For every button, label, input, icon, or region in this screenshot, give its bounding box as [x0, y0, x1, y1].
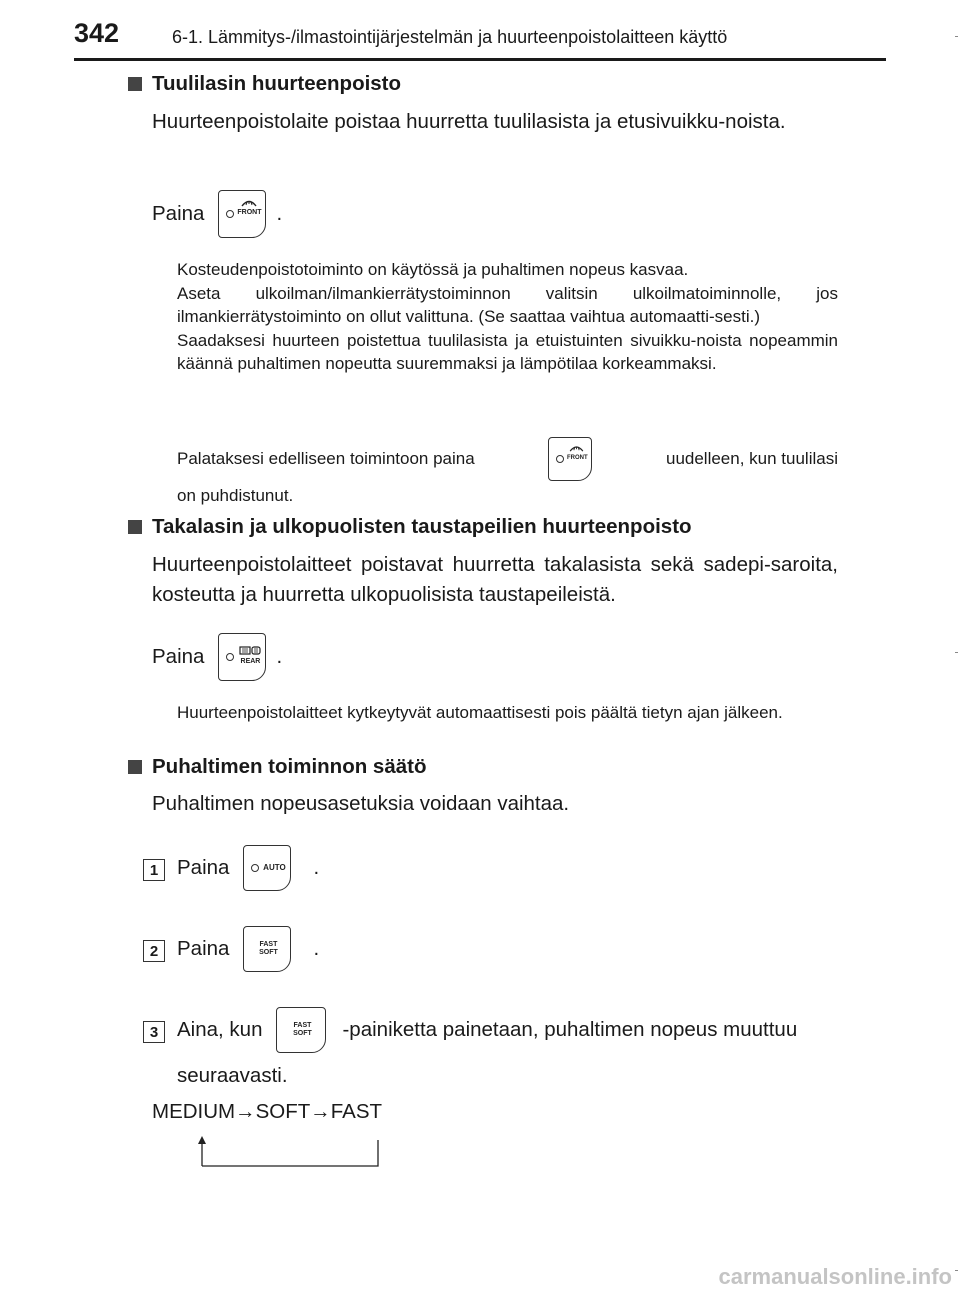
- section-body-text: Huurteenpoistolaitteet poistavat huurretta takalasista sekä sadepi-saroita, kosteutta ja huurretta ulkopuolisista taustapeileistä.: [152, 553, 838, 606]
- button-label-fast: FAST: [293, 1022, 312, 1029]
- section-body-text: Puhaltimen nopeusasetuksia voidaan vaihtaa.: [152, 792, 570, 815]
- step-instruction: [177, 926, 319, 972]
- button-label: AUTO: [263, 863, 286, 872]
- step-text-after: .: [313, 856, 320, 879]
- section-heading-fan: [128, 755, 427, 779]
- step-text-continuation: seuraavasti.: [177, 1064, 288, 1087]
- return-text-end: on puhdistunut.: [177, 486, 294, 505]
- note-line: Saadaksesi huurteen poistettua tuulilasista ja etuistuinten sivuikku-noista nopeammin käännä puhaltimen nopeutta suuremmaksi ja lämpötilaa korkeammaksi.: [177, 330, 838, 373]
- bullet-square-icon: [128, 77, 142, 91]
- rear-mirror-defroster-icon: [239, 646, 261, 656]
- front-defroster-button: [548, 437, 592, 481]
- crop-mark: [955, 1270, 958, 1271]
- rear-defroster-button: [218, 633, 266, 681]
- front-defroster-button: [218, 190, 266, 238]
- crop-mark: [955, 652, 958, 653]
- section-heading-windshield: [128, 72, 401, 96]
- indicator-light-icon: [226, 653, 234, 661]
- step-text-after: -painiketta painetaan, puhaltimen nopeus muuttuu: [342, 1018, 798, 1041]
- cycle-return-arrow-icon: [190, 1134, 390, 1170]
- page-number: 342: [74, 18, 120, 48]
- indicator-light-icon: [556, 455, 564, 463]
- step-number-badge: 1: [143, 859, 165, 881]
- indicator-light-icon: [226, 210, 234, 218]
- section-body-text: Huurteenpoistolaite poistaa huurretta tuulilasista ja etusivuikku-noista.: [152, 110, 786, 133]
- section-heading-rear: [128, 515, 692, 539]
- button-label-soft: SOFT: [293, 1030, 312, 1037]
- button-label: REAR: [240, 658, 261, 665]
- bullet-square-icon: [128, 520, 142, 534]
- auto-button: [243, 845, 291, 891]
- button-label: FRONT: [237, 209, 262, 216]
- press-label: Paina: [152, 202, 205, 225]
- page-header-title: 6-1. Lämmitys-/ilmastointijärjestelmän ja huurteenpoistolaitteen käyttö: [172, 27, 728, 47]
- step-number-badge: 2: [143, 940, 165, 962]
- fan-speed-cycle-text: MEDIUM→SOFT→FAST: [152, 1100, 383, 1123]
- step-number-badge: 3: [143, 1021, 165, 1043]
- fan-speed-button: [276, 1007, 326, 1053]
- press-period: .: [276, 202, 283, 225]
- press-instruction: [152, 190, 282, 238]
- indicator-light-icon: [251, 864, 259, 872]
- press-instruction: [152, 633, 282, 681]
- return-text-after: uudelleen, kun tuulilasi: [665, 449, 838, 468]
- step-instruction: [177, 1007, 797, 1053]
- crop-mark: [955, 36, 958, 37]
- button-label: FRONT: [567, 455, 588, 461]
- note-paragraph: [177, 258, 838, 376]
- button-label-fast: FAST: [259, 941, 278, 948]
- watermark: carmanualsonline.info: [718, 1264, 952, 1289]
- step-text-after: .: [313, 937, 320, 960]
- note-paragraph: Huurteenpoistolaitteet kytkeytyvät automaattisesti pois päältä tietyn ajan jälkeen.: [177, 703, 783, 722]
- return-instruction: [177, 437, 838, 481]
- section-heading-text: Takalasin ja ulkopuolisten taustapeilien huurteenpoisto: [152, 515, 692, 538]
- note-line: Kosteudenpoistotoiminto on käytössä ja puhaltimen nopeus kasvaa.: [177, 260, 689, 279]
- step-text: Paina: [177, 856, 230, 879]
- note-line: Aseta ulkoilman/ilmankierrätystoiminnon valitsin ulkoilmatoiminnolle, jos ilmankierrätystoiminto on ollut valittuna. (Se saattaa vaihtua automaatti-sesti.): [177, 283, 838, 326]
- return-text-before: Palataksesi edelliseen toimintoon paina: [177, 449, 475, 468]
- bullet-square-icon: [128, 760, 142, 774]
- press-period: .: [276, 645, 283, 668]
- front-defroster-icon: [569, 443, 584, 452]
- section-heading-text: Puhaltimen toiminnon säätö: [152, 755, 427, 778]
- step-instruction: [177, 845, 319, 891]
- section-heading-text: Tuulilasin huurteenpoisto: [152, 72, 402, 95]
- button-label-soft: SOFT: [259, 949, 278, 956]
- front-defroster-icon: [241, 197, 257, 207]
- step-text: Paina: [177, 937, 230, 960]
- header-divider: [74, 58, 886, 61]
- press-label: Paina: [152, 645, 205, 668]
- fan-speed-button: [243, 926, 291, 972]
- step-text: Aina, kun: [177, 1018, 263, 1041]
